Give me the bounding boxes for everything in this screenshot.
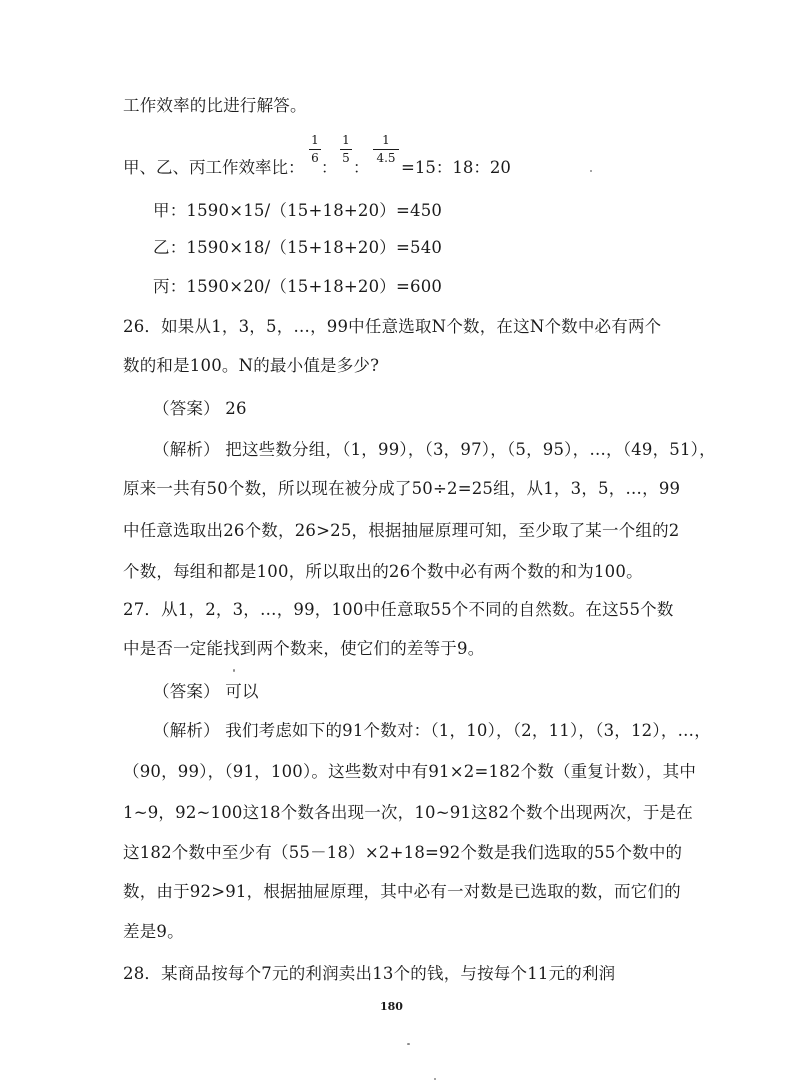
- analysis-26-line-3: 中任意选取出26个数，26>25，根据抽屉原理可知，至少取了某一个组的2: [123, 521, 680, 540]
- analysis-27-line-4: 这182个数中至少有（55－18）×2+18=92个数是我们选取的55个数中的: [123, 843, 683, 862]
- text-line-yi: 乙：1590×18/（15+18+20）=540: [153, 238, 443, 257]
- ratio-prefix: 甲、乙、丙工作效率比：: [123, 158, 305, 177]
- fraction-denominator: 5: [342, 151, 350, 165]
- fraction-denominator: 6: [311, 151, 319, 165]
- text-line-intro: 工作效率的比进行解答。: [123, 96, 307, 115]
- fraction-1-6: [309, 133, 321, 166]
- fraction-1-5: [340, 133, 352, 166]
- analysis-27-line-6: 差是9。: [123, 922, 184, 941]
- question-28-line-1: 28．某商品按每个7元的利润卖出13个的钱，与按每个11元的利润: [123, 964, 616, 983]
- fraction-1-4-5: [373, 133, 399, 166]
- analysis-27-line-1: （解析） 我们考虑如下的91个数对：（1，10），（2，11），（3，12），…，: [153, 721, 711, 740]
- question-27-line-1: 27．从1，2，3，…，99，100中任意取55个不同的自然数。在这55个数: [123, 600, 674, 619]
- analysis-26-line-2: 原来一共有50个数，所以现在被分成了50÷2=25组，从1，3，5，…，99: [123, 479, 681, 498]
- answer-27: （答案） 可以: [153, 682, 259, 701]
- text-line-bing: 丙：1590×20/（15+18+20）=600: [153, 277, 443, 296]
- analysis-27-line-5: 数，由于92>91，根据抽屉原理，其中必有一对数是已选取的数，而它们的: [123, 882, 681, 901]
- fraction-numerator: 1: [342, 133, 350, 147]
- text-line-jia: 甲：1590×15/（15+18+20）=450: [153, 201, 443, 220]
- ratio-colon: ：: [321, 158, 338, 177]
- analysis-27-line-2: （90，99），（91，100）。这些数对中有91×2=182个数（重复计数），其中: [123, 762, 697, 781]
- analysis-27-line-3: 1~9，92~100这18个数各出现一次，10~91这82个数个出现两次，于是在: [123, 803, 693, 822]
- question-27-line-2: 中是否一定能找到两个数来，使它们的差等于9。: [123, 639, 485, 658]
- answer-26: （答案） 26: [153, 399, 247, 418]
- analysis-26-line-1: （解析） 把这些数分组，（1，99），（3，97），（5，95），…，（49，51），: [153, 440, 716, 459]
- ratio-result: =15：18：20: [401, 158, 511, 177]
- fraction-numerator: 1: [311, 133, 319, 147]
- efficiency-ratio-line: [123, 133, 543, 183]
- question-26-line-2: 数的和是100。N的最小值是多少?: [123, 356, 380, 375]
- page-number: 180: [380, 1000, 403, 1013]
- fraction-numerator: 1: [382, 133, 390, 147]
- fraction-denominator: 4.5: [376, 151, 396, 165]
- analysis-26-line-4: 个数，每组和都是100，所以取出的26个数中必有两个数的和为100。: [123, 562, 643, 581]
- ratio-colon: ：: [353, 158, 370, 177]
- question-26-line-1: 26．如果从1，3，5，…，99中任意选取N个数，在这N个数中必有两个: [123, 317, 662, 336]
